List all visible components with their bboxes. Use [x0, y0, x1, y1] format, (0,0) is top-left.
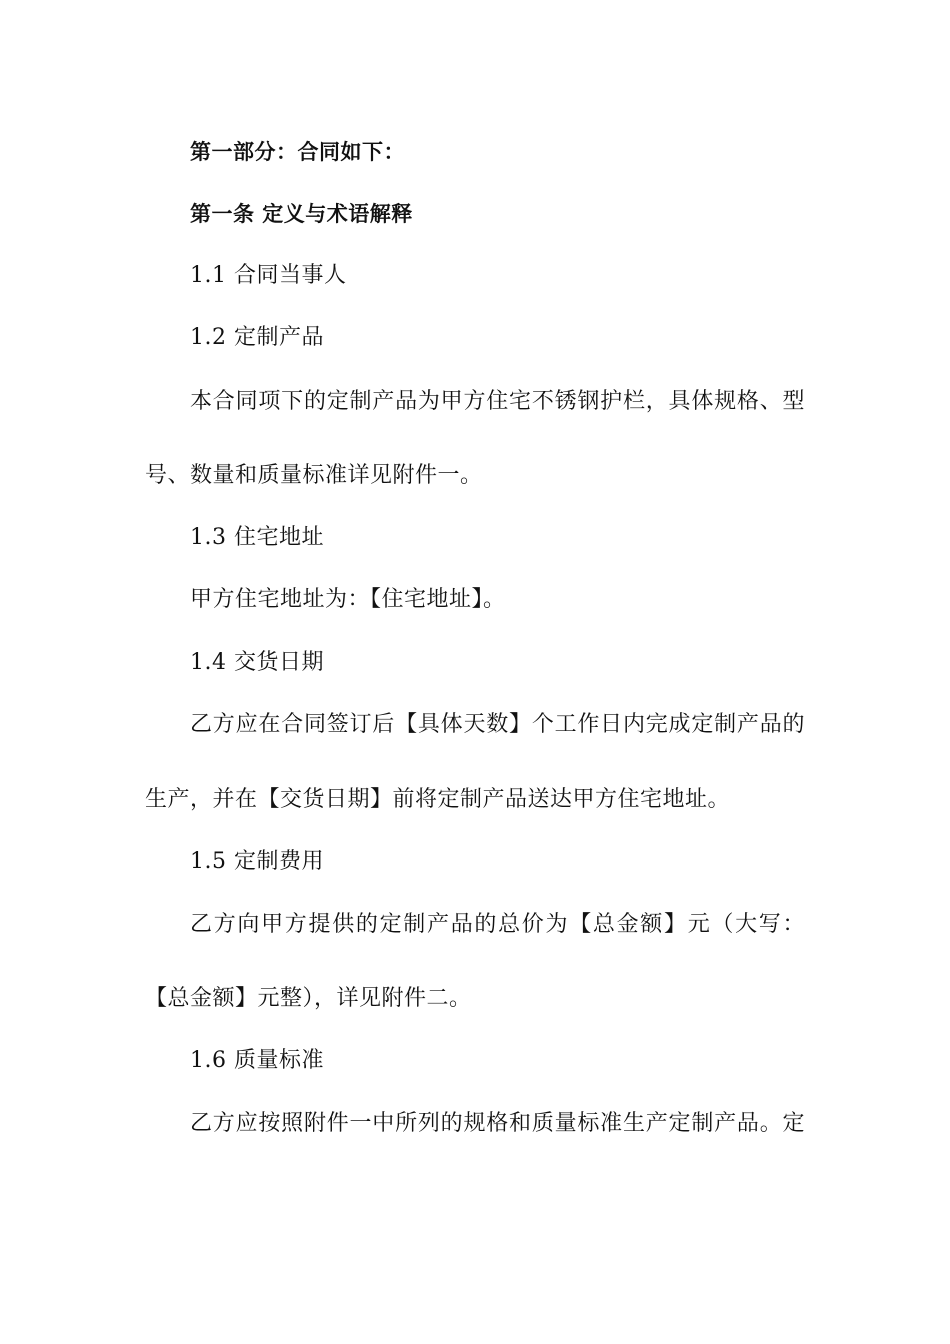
- paragraph-line: 乙方应在合同签订后【具体天数】个工作日内完成定制产品的: [190, 712, 805, 737]
- paragraph-line: 生产，并在【交货日期】前将定制产品送达甲方住宅地址。: [145, 787, 731, 812]
- clause-heading-1-4: 1.4 交货日期: [190, 650, 324, 675]
- clause-heading-1-2: 1.2 定制产品: [190, 325, 324, 350]
- paragraph-line: 甲方住宅地址为：【住宅地址】。: [190, 587, 506, 612]
- clause-heading-1-1: 1.1 合同当事人: [190, 263, 347, 288]
- paragraph-line: 【总金额】元整），详见附件二。: [145, 986, 472, 1011]
- paragraph-line: 乙方应按照附件一中所列的规格和质量标准生产定制产品。定: [190, 1111, 805, 1136]
- paragraph-line: 乙方向甲方提供的定制产品的总价为【总金额】元（大写：: [190, 912, 805, 937]
- clause-heading-1-6: 1.6 质量标准: [190, 1048, 324, 1073]
- clause-heading-1-5: 1.5 定制费用: [190, 849, 324, 874]
- article-heading: 第一条 定义与术语解释: [190, 202, 413, 226]
- paragraph-line: 本合同项下的定制产品为甲方住宅不锈钢护栏，具体规格、型: [190, 389, 805, 414]
- clause-heading-1-3: 1.3 住宅地址: [190, 525, 324, 550]
- part-heading: 第一部分：合同如下：: [190, 140, 405, 164]
- paragraph-line: 号、数量和质量标准详见附件一。: [145, 463, 483, 488]
